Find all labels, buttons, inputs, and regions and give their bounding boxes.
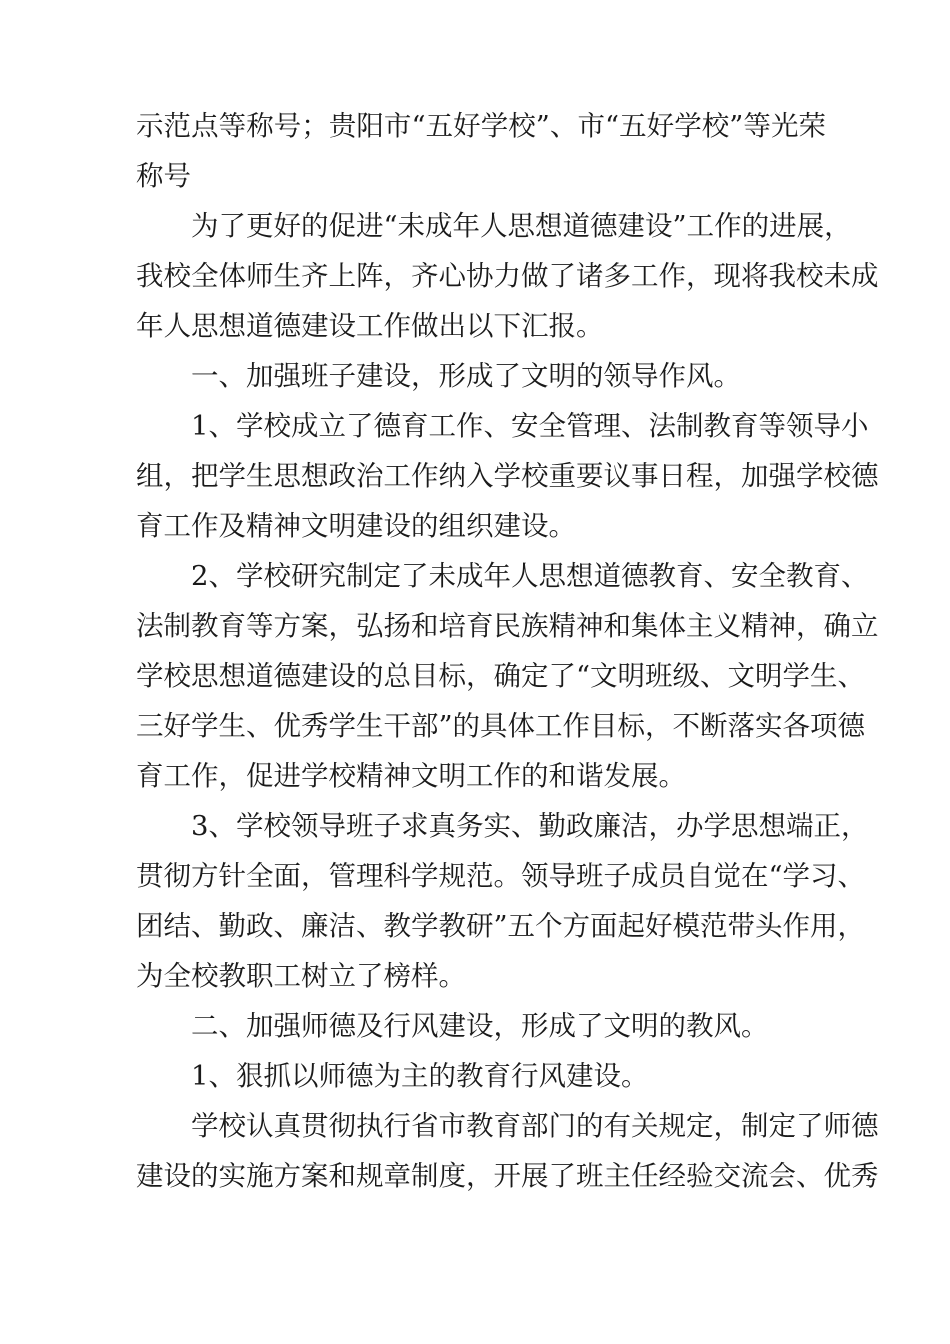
text-line: 为了更好的促进“未成年人思想道德建设”工作的进展， — [191, 210, 852, 242]
text-line: 示范点等称号；贵阳市“五好学校”、市“五好学校”等光荣 — [136, 110, 826, 142]
paragraph — [136, 201, 879, 351]
text-line: 学校认真贯彻执行省市教育部门的有关规定，制定了师德 — [191, 1110, 879, 1142]
text-line: 建设的实施方案和规章制度，开展了班主任经验交流会、优秀 — [136, 1160, 879, 1192]
text-line: 一、加强班子建设，形成了文明的领导作风。 — [191, 360, 741, 392]
paragraph — [136, 1101, 879, 1201]
text-line: 二、加强师德及行风建设，形成了文明的教风。 — [191, 1010, 769, 1042]
section-heading — [136, 1001, 826, 1051]
text-line: 称号 — [136, 160, 191, 192]
document-body — [136, 101, 879, 1201]
text-line: 1、学校成立了德育工作、安全管理、法制教育等领导小 — [191, 410, 869, 442]
text-line: 育工作及精神文明建设的组织建设。 — [136, 510, 576, 542]
section-heading — [136, 351, 826, 401]
paragraph — [136, 551, 879, 801]
text-line: 年人思想道德建设工作做出以下汇报。 — [136, 310, 604, 342]
text-line: 2、学校研究制定了未成年人思想道德教育、安全教育、 — [191, 560, 869, 592]
paragraph — [136, 801, 869, 1001]
text-line: 团结、勤政、廉洁、教学教研”五个方面起好模范带头作用， — [136, 910, 866, 942]
paragraph — [136, 101, 826, 201]
paragraph — [136, 401, 879, 551]
text-line: 为全校教职工树立了榜样。 — [136, 960, 466, 992]
text-line: 三好学生、优秀学生干部”的具体工作目标，不断落实各项德 — [136, 710, 866, 742]
text-line: 1、狠抓以师德为主的教育行风建设。 — [191, 1060, 649, 1092]
text-line: 学校思想道德建设的总目标，确定了“文明班级、文明学生、 — [136, 660, 866, 692]
text-line: 贯彻方针全面，管理科学规范。领导班子成员自觉在“学习、 — [136, 860, 866, 892]
text-line: 3、学校领导班子求真务实、勤政廉洁，办学思想端正， — [191, 810, 869, 842]
subsection-heading — [136, 1051, 826, 1101]
text-line: 育工作，促进学校精神文明工作的和谐发展。 — [136, 760, 686, 792]
text-line: 我校全体师生齐上阵，齐心协力做了诸多工作，现将我校未成 — [136, 260, 879, 292]
text-line: 法制教育等方案，弘扬和培育民族精神和集体主义精神，确立 — [136, 610, 879, 642]
text-line: 组，把学生思想政治工作纳入学校重要议事日程，加强学校德 — [136, 460, 879, 492]
